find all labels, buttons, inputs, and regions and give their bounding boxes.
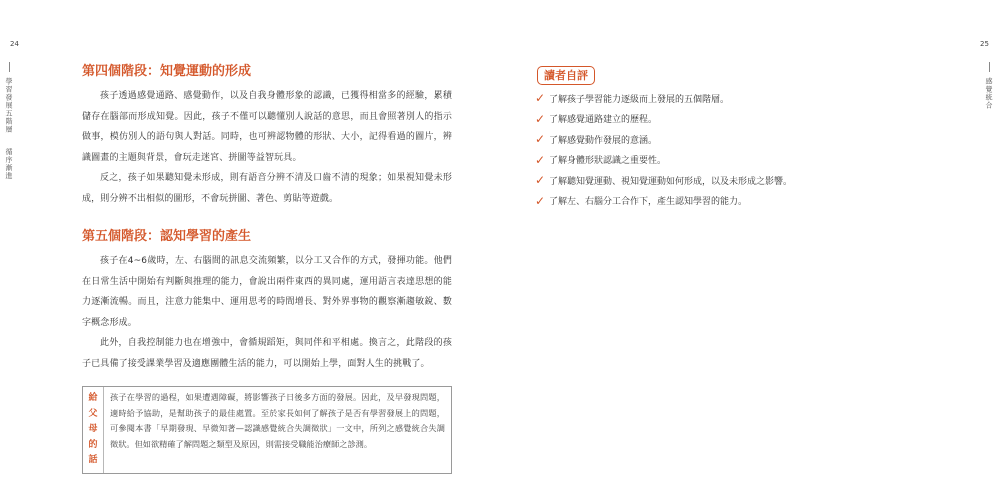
section-five xyxy=(82,229,452,374)
section-five-paragraph: 孩子在4~6歲時，左、右腦間的訊息交流頻繁，以分工又合作的方式，發揮功能。他們在日常生活中開始有判斷與推理的能力，會說出兩件東西的異同處，運用語言表達思想的能力逐漸流暢。而且，注意力能集中、運用思考的時間增長、對外界事物的觀察漸趨敏銳、數字概念形成。 xyxy=(82,256,452,328)
reader-review-item-text: 了解左、右腦分工合作下，產生認知學習的能力。 xyxy=(549,197,748,208)
parent-note-label xyxy=(83,387,104,473)
reader-review-item-text: 了解感覺動作發展的意涵。 xyxy=(549,135,658,146)
parent-note-label-char: 話 xyxy=(88,455,98,465)
section-four-paragraph: 孩子透過感覺通路、感覺動作，以及自我身體形象的認識，已獲得相當多的經驗，累積儲存在腦部而形成知覺。因此，孩子不僅可以聽懂別人說話的意思，而且會照著別人的指示做事，模仿別人的語句與人對話。同時，也可辨認物體的形狀、大小，記得看過的圖片，辨識圖畫的主題與背景，會玩走迷宮、拼圖等益智玩具。 xyxy=(82,91,452,163)
reader-review-item xyxy=(535,170,875,191)
running-head-left xyxy=(5,60,12,180)
section-five-heading: 第五個階段：認知學習的產生 xyxy=(82,229,252,244)
left-page-content xyxy=(82,64,452,474)
reader-review-badge: 讀者自評 xyxy=(537,66,595,85)
right-page-content xyxy=(535,64,875,211)
check-mark-icon: ✓ xyxy=(535,193,546,208)
running-head-rule xyxy=(9,62,10,72)
parent-note-box xyxy=(82,386,452,474)
page-number-left: 24 xyxy=(10,40,19,48)
running-head-title: 學習發展五階層 xyxy=(5,77,13,134)
reader-review-item-text: 了解聽知覺運動、視知覺運動如何形成，以及未形成之影響。 xyxy=(549,176,793,187)
running-head-rule xyxy=(989,62,990,72)
section-four-heading: 第四個階段：知覺運動的形成 xyxy=(82,64,252,79)
check-mark-icon: ✓ xyxy=(535,173,546,188)
section-four xyxy=(82,64,452,209)
running-head-title: 感覺統合 xyxy=(985,77,993,110)
reader-review-item xyxy=(535,129,875,150)
check-mark-icon: ✓ xyxy=(535,132,546,147)
page-number-right: 25 xyxy=(980,40,989,48)
reader-review-item-text: 了解感覺通路建立的歷程。 xyxy=(549,115,658,126)
running-head-subtitle: 循序漸進 xyxy=(5,147,13,180)
reader-review-list xyxy=(535,88,875,211)
parent-note-text: 孩子在學習的過程，如果遭遇障礙，將影響孩子日後多方面的發展。因此，及早發現問題，適時給予協助，是幫助孩子的最佳處置。至於家長如何了解孩子是否有學習發展上的問題，可參閱本書「早期發現、早微知著—認識感覺統合失調徵狀」一文中，所列之感覺統合失調徵狀。但如欲精確了解問題之類型及原因，則需接受職能治療師之診測。 xyxy=(110,392,445,449)
check-mark-icon: ✓ xyxy=(535,111,546,126)
reader-review-item-text: 了解孩子學習能力逐級而上發展的五個階層。 xyxy=(549,94,730,105)
check-mark-icon: ✓ xyxy=(535,152,546,167)
running-head-right xyxy=(985,60,992,109)
reader-review-item xyxy=(535,191,875,212)
reader-review-item xyxy=(535,109,875,130)
reader-review-item xyxy=(535,88,875,109)
section-four-paragraph: 反之，孩子如果聽知覺未形成，則有語音分辨不清及口齒不清的現象；如果視知覺未形成，則分辨不出相似的圖形，不會玩拼圖、著色、剪貼等遊戲。 xyxy=(82,173,452,204)
parent-note-label-char: 的 xyxy=(88,439,98,450)
reader-review-item xyxy=(535,150,875,171)
check-mark-icon: ✓ xyxy=(535,91,546,106)
reader-review-item-text: 了解身體形狀認識之重要性。 xyxy=(549,156,667,167)
parent-note-label-char: 給 xyxy=(88,393,98,403)
parent-note-label-char: 父 xyxy=(88,408,98,419)
section-five-paragraph: 此外，自我控制能力也在增強中，會循規蹈矩，與同伴和平相處。換言之，此階段的孩子已具備了接受課業學習及適應團體生活的能力，可以開始上學，面對人生的挑戰了。 xyxy=(82,338,452,369)
parent-note-label-char: 母 xyxy=(88,424,98,434)
